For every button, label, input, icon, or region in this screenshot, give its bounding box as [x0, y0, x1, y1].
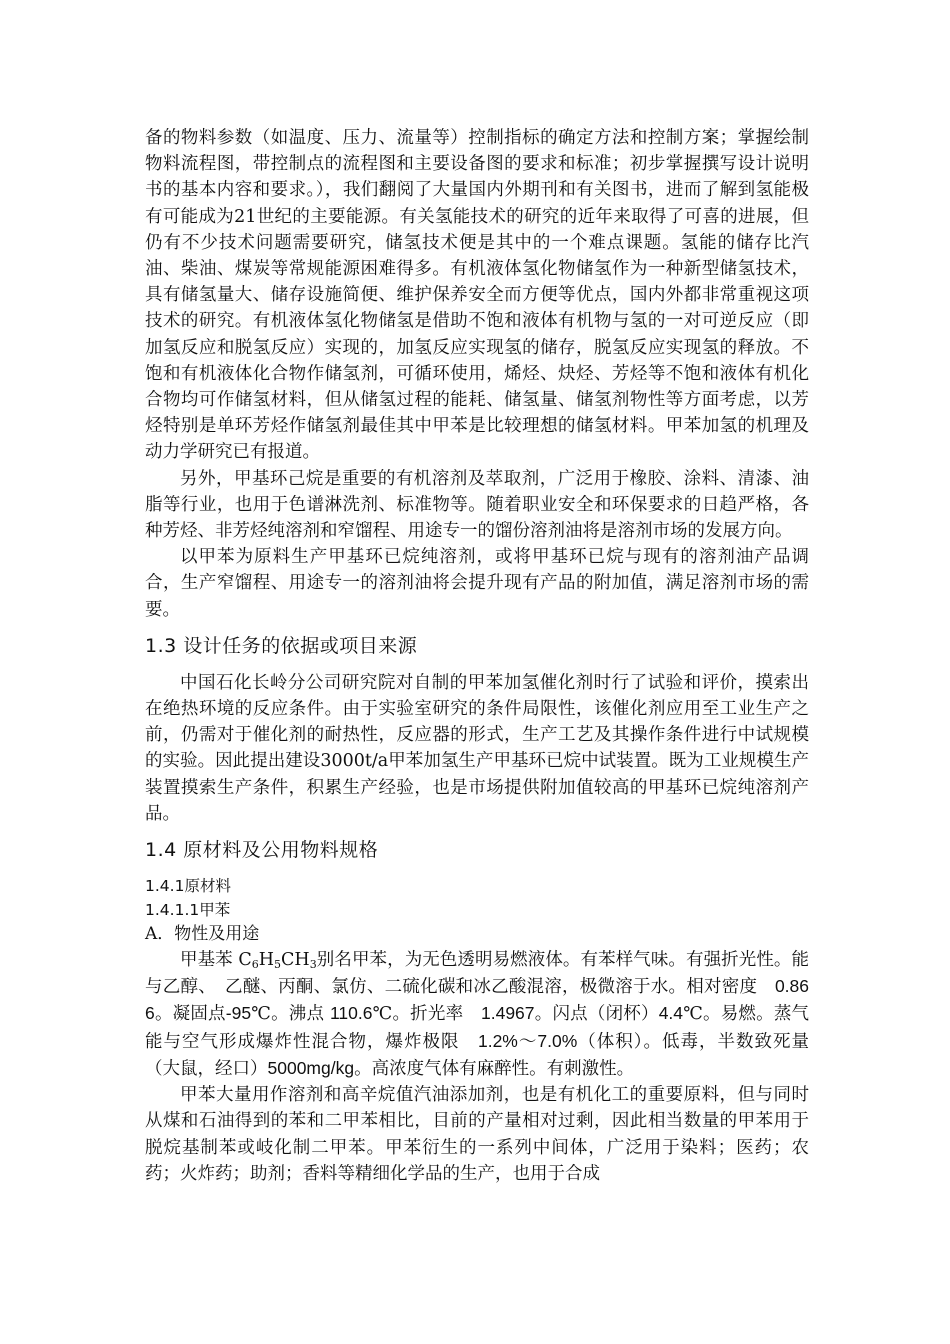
paragraph-1-3: 中国石化长岭分公司研究院对自制的甲苯加氢催化剂时行了试验和评价，摸索出在绝热环境的反应条件。由于实验室研究的条件局限性，该催化剂应用至工业生产之前，仍需对于催化剂的耐热性，反应器的形式，生产工艺及其操作条件进行中试规模的实验。因此提出建设3000t/a甲苯加氢生产甲基环已烷中试装置。既为工业规模生产装置摸索生产条件，积累生产经验，也是市场提供附加值较高的甲基环已烷纯溶剂产品。 [145, 672, 809, 824]
value-ld50: 5000mg/kg [267, 1057, 355, 1078]
value-freezing-point: -95 [225, 1003, 252, 1024]
item-label-a: A．物性及用途 [145, 924, 260, 945]
text-segment: 。高浓度气体有麻醉性。有刺激性。 [354, 1058, 635, 1079]
formula-subscript: 5 [274, 958, 282, 972]
paragraph-intro: 备的物料参数（如温度、压力、流量等）控制指标的确定方法和控制方案；掌握绘制物料流程图，带控制点的流程图和主要设备图的要求和标准；初步掌握撰写设计说明书的基本内容和要求。），我们翻阅了大量国内外期刊和有关图书，进而了解到氢能极有可能成为21世纪的主要能源。有关氢能技术的研究的近年来取得了可喜的进展，但仍有不少技术问题需要研究，储氢技术便是其中的一个难点课题。氢能的储存比汽油、柴油、煤炭等常规能源困难得多。有机液体氢化物储氢作为一种新型储氢技术，具有储氢量大、储存设施简便、维护保养安全而方便等优点，国内外都非常重视这项技术的研究。有机液体氢化物储氢是借助不饱和液体有机物与氢的一对可逆反应（即加氢反应和脱氢反应）实现的，加氢反应实现氢的储存，脱氢反应实现氢的释放。不饱和有机液体化合物作储氢剂，可循环使用，烯烃、炔烃、芳烃等不饱和液体有机化合物均可作储氢材料，但从储氢过程的能耗、储氢量、储氢剂物性等方面考虑，以芳烃特别是单环芳烃作储氢剂最佳其中甲苯是比较理想的储氢材料。甲苯加氢的机理及动力学研究已有报道。 [145, 128, 809, 463]
page-content [145, 125, 809, 1187]
text-segment: 别名甲苯，为无色透明易燃液体。有苯样气味。有强折光性。能与乙醇、 乙醚、丙酮、氯仿、二硫化碳和冰乙酸混溶，极微溶于水。相对密度 [145, 950, 809, 998]
formula-part: H [258, 950, 275, 971]
value-explosion-limit: 1.2%～7.0% [477, 1030, 578, 1051]
value-density: 0.866 [145, 976, 809, 1024]
paragraph-toluene-feed: 以甲苯为原料生产甲基环已烷纯溶剂，或将甲基环已烷与现有的溶剂油产品调合，生产窄馏程、用途专一的溶剂油将会提升现有产品的附加值，满足溶剂市场的需要。 [145, 547, 809, 620]
value-flash-point: 4.4 [658, 1003, 684, 1024]
paragraph-methylcyclohexane: 另外，甲基环己烷是重要的有机溶剂及萃取剂，广泛用于橡胶、涂料、清漆、油脂等行业，也用于色谱淋洗剂、标准物等。随着职业安全和环保要求的日趋严格，各种芳烃、非芳烃纯溶剂和窄馏程、用途专一的馏份溶剂油将是溶剂市场的发展方向。 [145, 468, 809, 542]
formula-part: CH [281, 950, 310, 971]
value-refractive-index: 1.4967 [481, 1003, 535, 1024]
text-segment: ℃。易燃。蒸气能与空气形成爆炸性混合物，爆炸极限 [145, 1004, 810, 1052]
formula-subscript: 6 [251, 958, 259, 972]
paragraph-properties [145, 947, 809, 1082]
paragraph-uses: 甲苯大量用作溶剂和高辛烷值汽油添加剂，也是有机化工的重要原料，但与同时从煤和石油得到的苯和二甲苯相比，目前的产量相对过剩，因此相当数量的甲苯用于脱烷基制苯或岐化制二甲苯。甲苯衍生的一系列中间体，广泛用于染料；医药；农药；火炸药；助剂；香料等精细化学品的生产，也用于合成 [145, 1085, 809, 1184]
value-boiling-point: 110.6 [329, 1003, 373, 1024]
formula-part: C [238, 950, 252, 971]
text-segment: ℃。沸点 [251, 1004, 330, 1025]
text-segment: 。闪点（闭杯） [534, 1004, 659, 1025]
subsection-heading-1-4-1-1: 1.4.1.1甲苯 [145, 901, 231, 920]
formula-toluene [238, 950, 316, 970]
text-segment: （体积）。低毒，半数致死量（大鼠，经口） [145, 1031, 810, 1079]
text-segment: ℃。折光率 [372, 1004, 481, 1025]
text-segment: 。凝固点 [154, 1004, 226, 1025]
subsection-heading-1-4-1: 1.4.1原材料 [145, 877, 231, 896]
section-heading-1-3: 1.3 设计任务的依据或项目来源 [145, 634, 418, 657]
formula-subscript: 3 [309, 958, 317, 972]
section-heading-1-4: 1.4 原材料及公用物料规格 [145, 839, 379, 862]
text-segment: 甲基苯 [180, 950, 239, 971]
